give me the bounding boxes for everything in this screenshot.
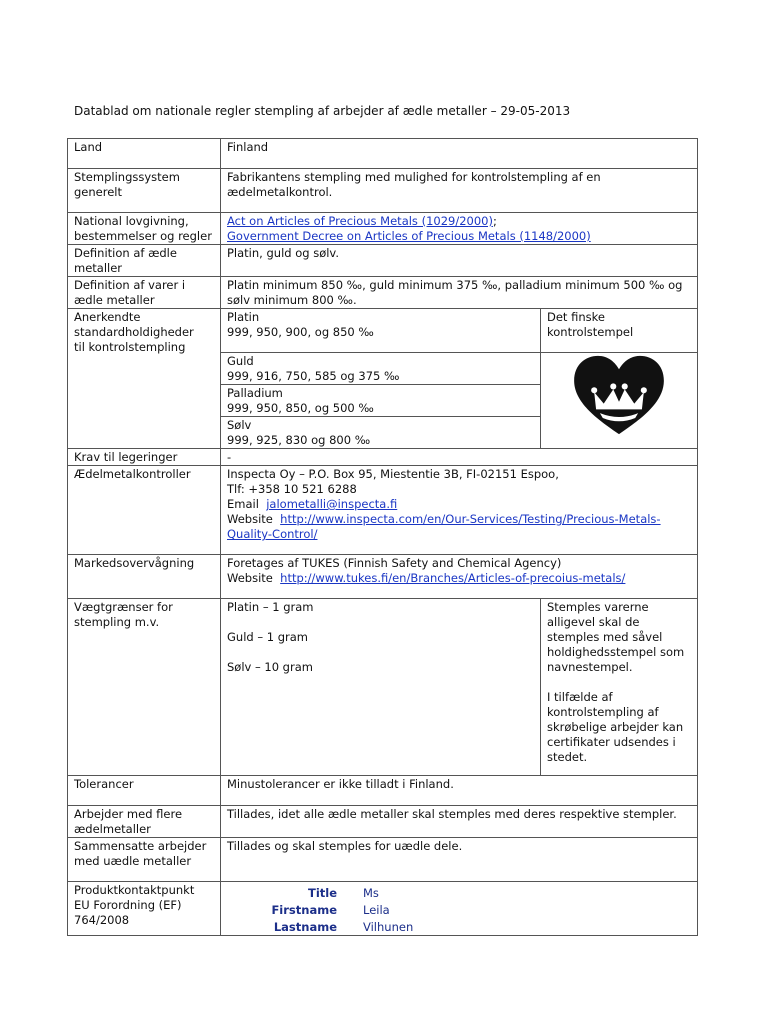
row-composite: [68, 838, 698, 882]
data-sheet-table: [67, 138, 698, 936]
value-definition-metals: Platin, guld og sølv.: [221, 245, 698, 277]
value-market: Foretages af TUKES (Finnish Safety and Chemical Agency) Website http://www.tukes.fi/en/Branches/Articles-of-precoius-metals/: [221, 555, 698, 599]
row-standards-platin: [68, 309, 698, 353]
contact-firstname-value: Leila: [363, 903, 390, 917]
contact-lastname-value: Vilhunen: [363, 920, 414, 934]
inspecta-website-link[interactable]: http://www.inspecta.com/en/Our-Services/Testing/Precious-Metals-: [280, 512, 661, 526]
value-standards-solv: Sølv 999, 925, 830 og 800 ‰: [221, 417, 541, 449]
value-weights: Platin – 1 gram Guld – 1 gram Sølv – 10 gram: [221, 599, 541, 776]
label-system: Stemplingssystem generelt: [68, 169, 221, 213]
value-multi: Tillades, idet alle ædle metaller skal stemples med deres respektive stempler.: [221, 806, 698, 838]
label-multi: Arbejder med flere ædelmetaller: [68, 806, 221, 838]
row-weights: [68, 599, 698, 776]
value-land: Finland: [221, 139, 698, 169]
contact-lastname-key: Lastname: [273, 920, 337, 934]
value-standards-palladium: Palladium 999, 950, 850, og 500 ‰: [221, 385, 541, 417]
row-market: [68, 555, 698, 599]
value-contact: [221, 882, 698, 936]
label-tolerances: Tolerancer: [68, 776, 221, 806]
row-tolerances: [68, 776, 698, 806]
value-controller: Inspecta Oy – P.O. Box 95, Miestentie 3B, FI-02151 Espoo, Tlf: +358 10 521 6288 Email jalometalli@inspecta.fi Website http://www.inspecta.com/en/Our-Services/Testing/Precious-Metals- Quality-Control/: [221, 466, 698, 555]
row-contact: [68, 882, 698, 936]
value-legislation: Act on Articles of Precious Metals (1029/2000); Government Decree on Articles of Precious Metals (1148/2000): [221, 213, 698, 245]
row-definition-metals: [68, 245, 698, 277]
row-controller: [68, 466, 698, 555]
label-standards: Anerkendte standardholdigheder til kontrolstempling: [68, 309, 221, 449]
label-legislation: National lovgivning, bestemmelser og regler: [68, 213, 221, 245]
label-controller: Ædelmetalkontroller: [68, 466, 221, 555]
row-legislation: [68, 213, 698, 245]
value-tolerances: Minustolerancer er ikke tilladt i Finland.: [221, 776, 698, 806]
label-weights: Vægtgrænser for stempling m.v.: [68, 599, 221, 776]
value-alloys: -: [221, 449, 698, 466]
contact-title-value: Ms: [363, 886, 379, 900]
row-system: [68, 169, 698, 213]
label-contact: Produktkontaktpunkt EU Forordning (EF) 764/2008: [68, 882, 221, 936]
contact-title-key: Title: [307, 886, 337, 900]
weights-note: Stemples varerne alligevel skal de stemples med såvel holdighedsstempel som navnestempel. I tilfælde af kontrolstempling af skrøbelige arbejder kan certifikater udsendes i stedet.: [541, 599, 698, 776]
label-composite: Sammensatte arbejder med uædle metaller: [68, 838, 221, 882]
value-definition-goods: Platin minimum 850 ‰, guld minimum 375 ‰, palladium minimum 500 ‰ og sølv minimum 800 ‰.: [221, 277, 698, 309]
value-standards-platin: Platin 999, 950, 900, og 850 ‰: [221, 309, 541, 353]
label-land: Land: [68, 139, 221, 169]
label-market: Markedsovervågning: [68, 555, 221, 599]
label-definition-goods: Definition af varer i ædle metaller: [68, 277, 221, 309]
row-multi: [68, 806, 698, 838]
label-alloys: Krav til legeringer: [68, 449, 221, 466]
page-title: Datablad om nationale regler stempling af arbejder af ædle metaller – 29-05-2013: [74, 104, 571, 118]
inspecta-website-link-cont[interactable]: Quality-Control/: [227, 527, 318, 541]
value-standards-guld: Guld 999, 916, 750, 585 og 375 ‰: [221, 353, 541, 385]
decree-link[interactable]: Government Decree on Articles of Precious Metals (1148/2000): [227, 229, 591, 243]
row-land: [68, 139, 698, 169]
stamp-cell: [541, 353, 698, 449]
act-link[interactable]: Act on Articles of Precious Metals (1029/2000): [227, 214, 493, 228]
contact-firstname-key: Firstname: [271, 903, 337, 917]
row-definition-goods: [68, 277, 698, 309]
stamp-caption: Det finske kontrolstempel: [541, 309, 698, 353]
contact-grid: [227, 882, 691, 935]
row-alloys: [68, 449, 698, 466]
value-composite: Tillades og skal stemples for uædle dele.: [221, 838, 698, 882]
value-system: Fabrikantens stempling med mulighed for kontrolstempling af en ædelmetalkontrol.: [221, 169, 698, 213]
finnish-heart-crown-icon: [571, 354, 667, 438]
email-link[interactable]: jalometalli@inspecta.fi: [266, 497, 398, 511]
label-definition-metals: Definition af ædle metaller: [68, 245, 221, 277]
tukes-website-link[interactable]: http://www.tukes.fi/en/Branches/Articles-of-precoius-metals/: [280, 571, 626, 585]
